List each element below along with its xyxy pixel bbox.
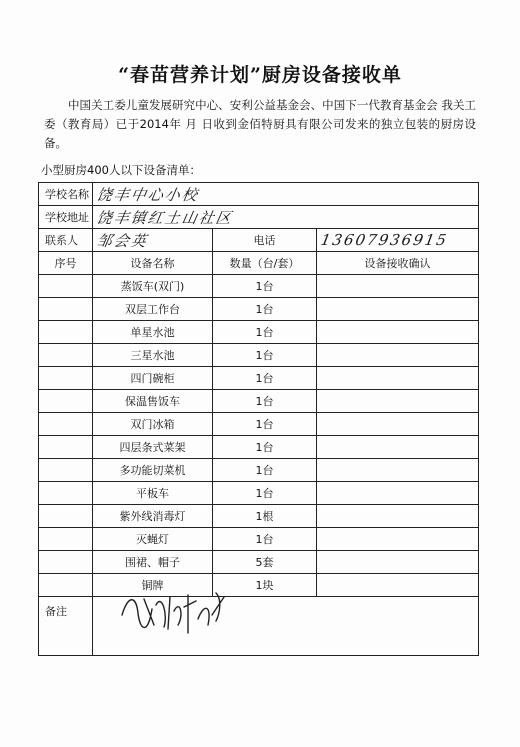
row-equipment-name: 单星水池 — [93, 321, 213, 344]
contact-handwriting: 邹会英 — [95, 231, 150, 250]
intro-paragraph: 中国关工委儿童发展研究中心、安利公益基金会、中国下一代教育基金会 我关工委（教育局）已于2014年 月 日收到金佰特厨具有限公司发来的独立包装的厨房设备。 — [44, 98, 476, 150]
header-no: 序号 — [39, 252, 93, 275]
row-quantity: 1块 — [213, 574, 317, 597]
row-no — [39, 413, 93, 436]
row-equipment-name: 多功能切菜机 — [93, 459, 213, 482]
row-quantity: 1台 — [213, 321, 317, 344]
row-receipt-confirm — [317, 528, 479, 551]
row-quantity: 1台 — [213, 367, 317, 390]
row-quantity: 1台 — [213, 413, 317, 436]
row-quantity: 1台 — [213, 275, 317, 298]
equipment-list-title: 小型厨房400人以下设备清单： — [41, 163, 201, 177]
row-no — [39, 436, 93, 459]
table-row — [39, 390, 479, 413]
table-row — [39, 482, 479, 505]
row-receipt-confirm — [317, 321, 479, 344]
row-quantity: 1台 — [213, 459, 317, 482]
row-quantity: 1根 — [213, 505, 317, 528]
row-receipt-confirm — [317, 551, 479, 574]
table-header-row — [39, 252, 479, 275]
table-row — [39, 367, 479, 390]
receipt-form-table — [38, 182, 479, 656]
remark-label: 备注 — [39, 597, 93, 656]
row-no — [39, 574, 93, 597]
school-address-label: 学校地址 — [39, 206, 93, 229]
row-no — [39, 275, 93, 298]
row-equipment-name: 蒸饭车(双门) — [93, 275, 213, 298]
document-title: “春苗营养计划”厨房设备接收单 — [118, 64, 402, 86]
table-row — [39, 275, 479, 298]
row-quantity: 1台 — [213, 528, 317, 551]
row-no — [39, 459, 93, 482]
row-receipt-confirm — [317, 367, 479, 390]
school-name-label: 学校名称 — [39, 183, 93, 206]
row-receipt-confirm — [317, 344, 479, 367]
row-receipt-confirm — [317, 298, 479, 321]
table-row — [39, 436, 479, 459]
table-row — [39, 505, 479, 528]
row-quantity: 5套 — [213, 551, 317, 574]
header-qty: 数量（台/套） — [213, 252, 317, 275]
school-address-handwriting: 饶丰镇红土山社区 — [95, 208, 235, 227]
remark-row — [39, 597, 479, 656]
row-no — [39, 390, 93, 413]
header-confirm: 设备接收确认 — [317, 252, 479, 275]
row-equipment-name: 平板车 — [93, 482, 213, 505]
contact-row — [39, 229, 479, 252]
school-name-value — [93, 183, 479, 206]
phone-label: 电话 — [213, 229, 317, 252]
header-name: 设备名称 — [93, 252, 213, 275]
row-receipt-confirm — [317, 390, 479, 413]
row-receipt-confirm — [317, 413, 479, 436]
row-quantity: 1台 — [213, 482, 317, 505]
table-row — [39, 528, 479, 551]
row-quantity: 1台 — [213, 298, 317, 321]
row-equipment-name: 围裙、帽子 — [93, 551, 213, 574]
phone-value — [317, 229, 479, 252]
school-address-row — [39, 206, 479, 229]
phone-handwriting: 13607936915 — [319, 231, 450, 249]
row-no — [39, 528, 93, 551]
row-quantity: 1台 — [213, 344, 317, 367]
contact-label: 联系人 — [39, 229, 93, 252]
row-quantity: 1台 — [213, 436, 317, 459]
school-name-row — [39, 183, 479, 206]
row-equipment-name: 双门冰箱 — [93, 413, 213, 436]
row-equipment-name: 四层条式菜架 — [93, 436, 213, 459]
school-name-handwriting: 饶丰中心小校 — [95, 185, 201, 204]
handwritten-signature — [118, 585, 228, 643]
row-receipt-confirm — [317, 436, 479, 459]
school-address-value — [93, 206, 479, 229]
row-equipment-name: 保温售饭车 — [93, 390, 213, 413]
table-row — [39, 459, 479, 482]
row-equipment-name: 铜牌 — [93, 574, 213, 597]
table-row — [39, 344, 479, 367]
row-receipt-confirm — [317, 275, 479, 298]
row-no — [39, 367, 93, 390]
table-row — [39, 551, 479, 574]
row-equipment-name: 三星水池 — [93, 344, 213, 367]
row-receipt-confirm — [317, 459, 479, 482]
row-receipt-confirm — [317, 505, 479, 528]
row-receipt-confirm — [317, 482, 479, 505]
row-no — [39, 298, 93, 321]
row-no — [39, 505, 93, 528]
table-row — [39, 413, 479, 436]
row-no — [39, 321, 93, 344]
table-row — [39, 574, 479, 597]
table-row — [39, 298, 479, 321]
table-row — [39, 321, 479, 344]
row-equipment-name: 灭蝇灯 — [93, 528, 213, 551]
contact-value — [93, 229, 213, 252]
row-equipment-name: 紫外线消毒灯 — [93, 505, 213, 528]
row-equipment-name: 四门碗柜 — [93, 367, 213, 390]
row-receipt-confirm — [317, 574, 479, 597]
row-no — [39, 344, 93, 367]
row-equipment-name: 双层工作台 — [93, 298, 213, 321]
row-no — [39, 551, 93, 574]
row-quantity: 1台 — [213, 390, 317, 413]
row-no — [39, 482, 93, 505]
